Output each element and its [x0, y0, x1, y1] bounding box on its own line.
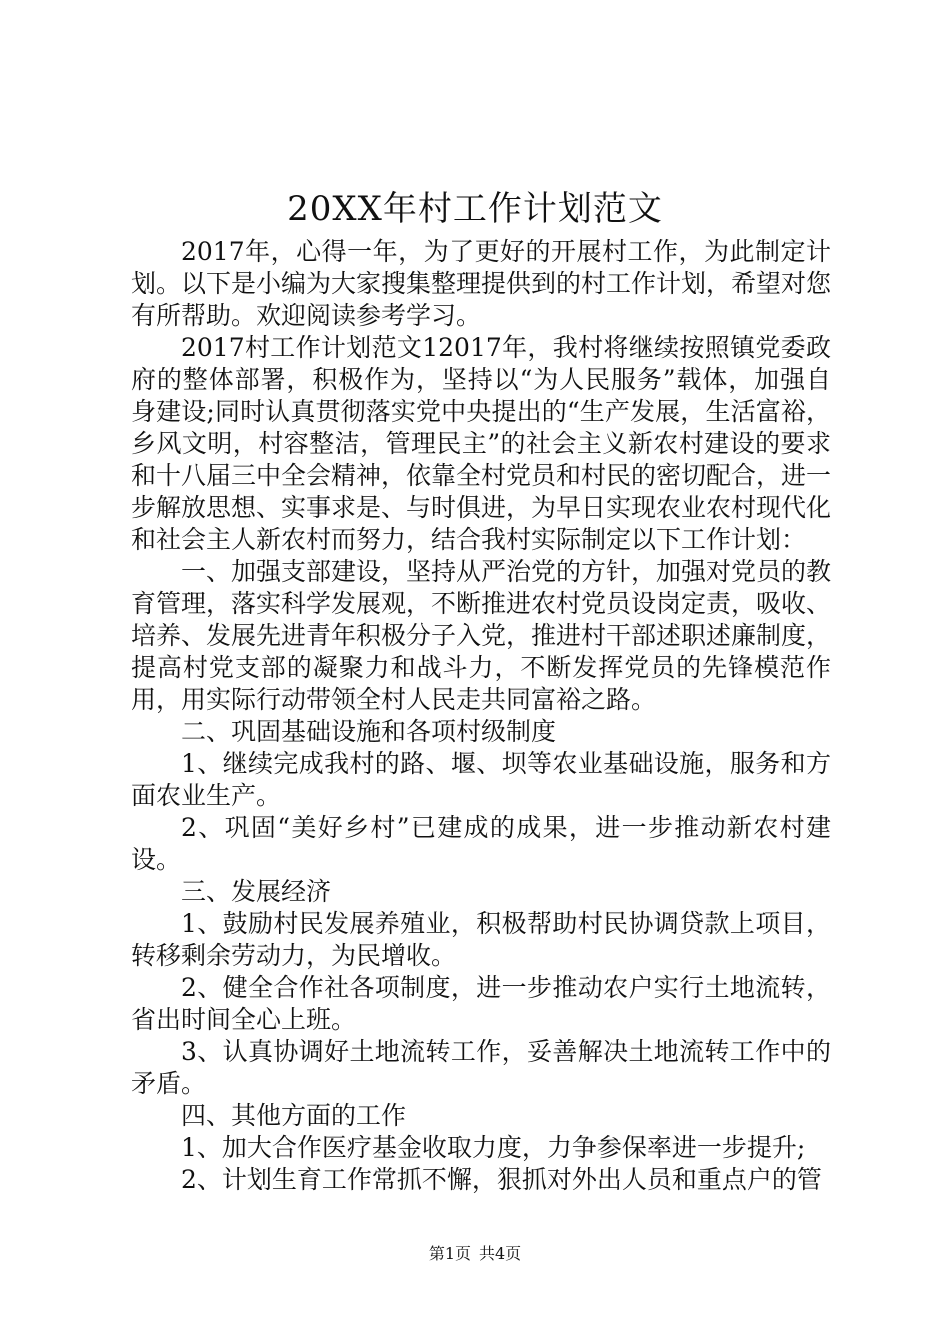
document-title: 20XX年村工作计划范文: [287, 189, 663, 229]
section-heading: 三、发展经济: [181, 877, 332, 906]
paragraph: 1、继续完成我村的路、堰、坝等农业基础设施，服务和方面农业生产。: [131, 749, 831, 810]
paragraph: 2、巩固“美好乡村”已建成的成果，进一步推动新农村建设。: [131, 813, 831, 874]
paragraph: 3、认真协调好土地流转工作，妥善解决土地流转工作中的矛盾。: [131, 1037, 831, 1098]
paragraph: 2017年，心得一年，为了更好的开展村工作，为此制定计划。以下是小编为大家搜集整理提供到的村工作计划，希望对您有所帮助。欢迎阅读参考学习。: [131, 237, 832, 330]
section-heading: 二、巩固基础设施和各项村级制度: [181, 717, 557, 746]
section-heading: 四、其他方面的工作: [181, 1101, 407, 1130]
paragraph: 一、加强支部建设，坚持从严治党的方针，加强对党员的教育管理，落实科学发展观，不断推进农村党员设岗定责，吸收、培养、发展先进青年积极分子入党，推进村干部述职述廉制度，提高村党支部的凝聚力和战斗力，不断发挥党员的先锋模范作用，用实际行动带领全村人民走共同富裕之路。: [131, 557, 832, 714]
page-footer: [0, 1243, 950, 1265]
page-number: 第1页: [428, 1244, 471, 1263]
document-body: [131, 236, 831, 1196]
paragraph: 2、健全合作社各项制度，进一步推动农户实行土地流转，省出时间全心上班。: [131, 973, 831, 1034]
paragraph: 2017村工作计划范文12017年，我村将继续按照镇党委政府的整体部署，积极作为，坚持以“为人民服务”载体，加强自身建设;同时认真贯彻落实党中央提出的“生产发展，生活富裕，乡风文明，村容整洁，管理民主”的社会主义新农村建设的要求和十八届三中全会精神，依靠全村党员和村民的密切配合，进一步解放思想、实事求是、与时俱进，为早日实现农业农村现代化和社会主人新农村而努力，结合我村实际制定以下工作计划：: [131, 333, 832, 554]
paragraph: 1、加大合作医疗基金收取力度，力争参保率进一步提升;: [181, 1133, 806, 1162]
page-total: 共4页: [479, 1244, 522, 1263]
paragraph: 2、计划生育工作常抓不懈，狠抓对外出人员和重点户的管: [181, 1165, 822, 1194]
paragraph: 1、鼓励村民发展养殖业，积极帮助村民协调贷款上项目，转移剩余劳动力，为民增收。: [131, 909, 831, 970]
